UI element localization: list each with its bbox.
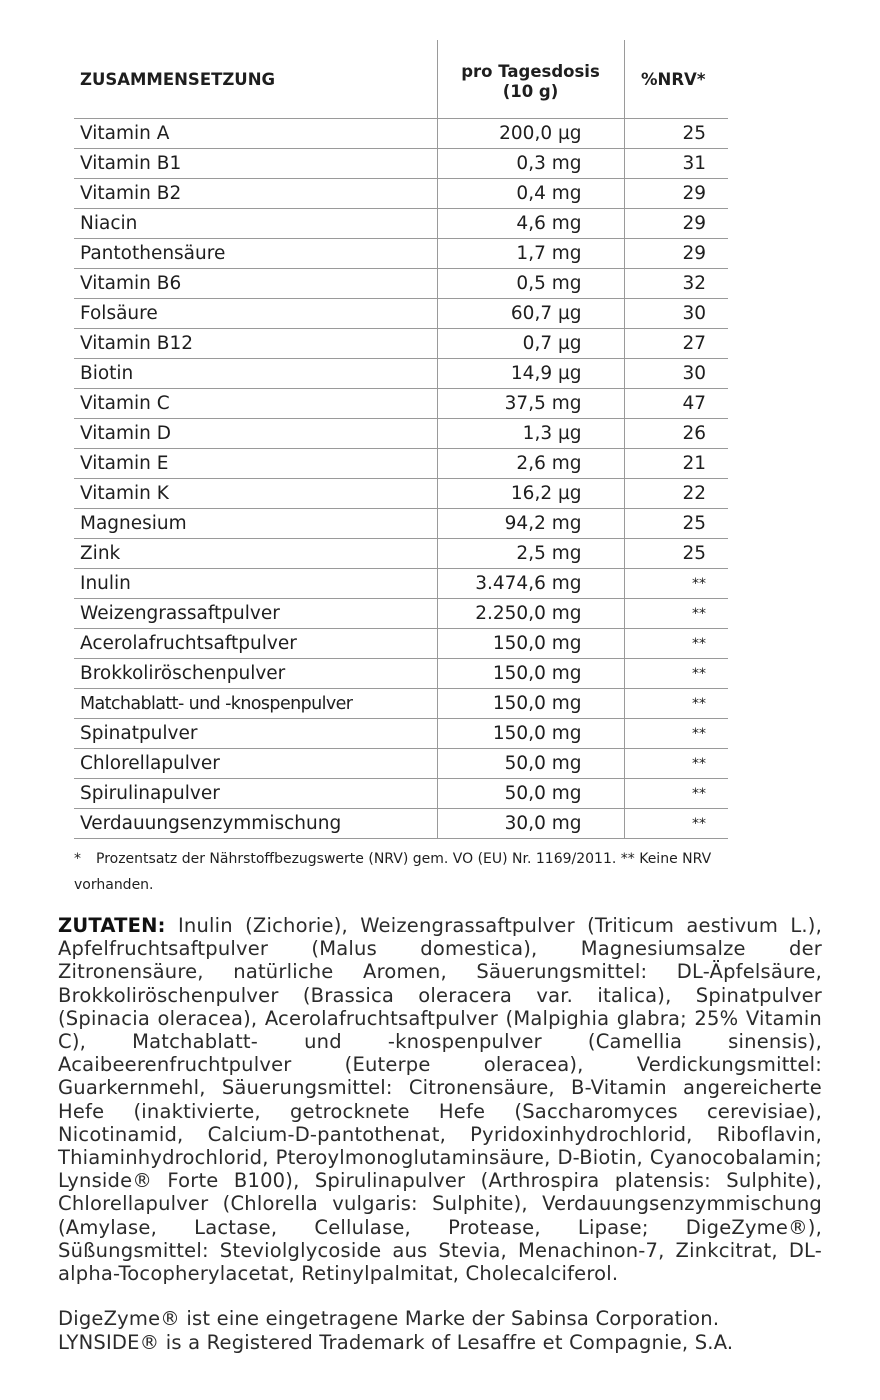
header-per-dose — [437, 40, 624, 119]
ingredients-text: Inulin (Zichorie), Weizengrassaftpulver (Triticum aestivum L.), Apfelfruchtsaftpulver (Malus domestica), Magnesiumsalze der Zitronensäure, natürliche Aromen, Säuerungsmittel: DL-Äpfelsäure, Brokkoliröschenpulver (Brassica oleracera var. italica), Spinatpulver (Spinacia oleracea), Acerolafruchtsaftpulver (Malpighia glabra; 25% Vitamin C), Matchablatt- und -knospenpulver (Camellia sinensis), Acaibeerenfruchtpulver (Euterpe oleracea), Verdickungsmittel: Guarkernmehl, Säuerungsmittel: Citronensäure, B-Vitamin angereicherte Hefe (inaktivierte, getrocknete Hefe (Saccharomyces cerevisiae), Nicotinamid, Calcium-D-pantothenat, Pyridoxinhydrochlorid, Riboflavin, Thiaminhydrochlorid, Pteroylmonoglutaminsäure, D-Biotin, Cyanocobalamin; Lynside® Forte B100), Spirulinapulver (Arthrospira platensis: Sulphite), Chlorellapulver (Chlorella vulgaris: Sulphite), Verdauungsenzymmischung (Amylase, Lactase, Cellulase, Protease, Lipase; DigeZyme®), Süßungsmittel: Steviolglycoside aus Stevia, Menachinon-7, Zinkcitrat, DL-alpha-Tocopherylacetat, Retinylpalmitat, Cholecalciferol. — [58, 914, 822, 1286]
nutrient-amount: 16,2 µg — [437, 479, 624, 509]
table-row — [74, 179, 728, 209]
nutrient-name: Vitamin K — [74, 479, 437, 509]
table-header-row — [74, 40, 728, 119]
nutrient-name: Vitamin A — [74, 119, 437, 149]
table-row — [74, 689, 728, 719]
table-row — [74, 629, 728, 659]
trademark-notes — [58, 1307, 822, 1355]
table-row — [74, 119, 728, 149]
footnote-mark: * — [74, 851, 81, 867]
header-nrv: %NRV* — [624, 40, 728, 119]
nutrient-nrv: 29 — [624, 209, 728, 239]
nutrient-amount: 60,7 µg — [437, 299, 624, 329]
nutrient-nrv: 29 — [624, 239, 728, 269]
nutrient-amount: 150,0 mg — [437, 719, 624, 749]
nutrient-nrv: 26 — [624, 419, 728, 449]
nutrient-amount: 150,0 mg — [437, 629, 624, 659]
nutrient-amount: 37,5 mg — [437, 389, 624, 419]
nutrient-amount: 2.250,0 mg — [437, 599, 624, 629]
nutrient-name: Vitamin E — [74, 449, 437, 479]
table-row — [74, 479, 728, 509]
nutrient-name: Chlorellapulver — [74, 749, 437, 779]
table-row — [74, 749, 728, 779]
nutrient-name: Folsäure — [74, 299, 437, 329]
nutrient-name: Matchablatt- und -knospenpulver — [74, 689, 437, 719]
nutrient-name: Biotin — [74, 359, 437, 389]
nutrient-name: Niacin — [74, 209, 437, 239]
nutrient-amount: 0,7 µg — [437, 329, 624, 359]
nutrient-nrv: ** — [624, 749, 728, 779]
nutrient-amount: 50,0 mg — [437, 749, 624, 779]
nutrient-name: Vitamin B2 — [74, 179, 437, 209]
nutrient-name: Pantothensäure — [74, 239, 437, 269]
nutrient-amount: 1,7 mg — [437, 239, 624, 269]
nutrient-amount: 2,5 mg — [437, 539, 624, 569]
table-row — [74, 509, 728, 539]
table-row — [74, 539, 728, 569]
header-composition: ZUSAMMENSETZUNG — [74, 40, 437, 119]
header-per-dose-line2: (10 g) — [502, 82, 559, 101]
nutrient-name: Vitamin C — [74, 389, 437, 419]
ingredients-paragraph — [58, 914, 822, 1285]
nutrient-nrv: 27 — [624, 329, 728, 359]
nutrient-amount: 94,2 mg — [437, 509, 624, 539]
table-row — [74, 329, 728, 359]
footnote — [74, 846, 794, 898]
nutrient-name: Inulin — [74, 569, 437, 599]
table-row — [74, 419, 728, 449]
nutrient-name: Weizengrassaftpulver — [74, 599, 437, 629]
nutrient-amount: 14,9 µg — [437, 359, 624, 389]
nutrient-nrv: ** — [624, 629, 728, 659]
table-row — [74, 449, 728, 479]
nutrient-nrv: 31 — [624, 149, 728, 179]
nutrient-nrv: ** — [624, 809, 728, 839]
table-row — [74, 719, 728, 749]
nutrient-amount: 2,6 mg — [437, 449, 624, 479]
nutrient-nrv: 21 — [624, 449, 728, 479]
table-row — [74, 299, 728, 329]
table-row — [74, 239, 728, 269]
nutrient-nrv: ** — [624, 659, 728, 689]
nutrient-amount: 3.474,6 mg — [437, 569, 624, 599]
nutrient-name: Vitamin D — [74, 419, 437, 449]
nutrient-amount: 30,0 mg — [437, 809, 624, 839]
nutrient-amount: 0,4 mg — [437, 179, 624, 209]
table-row — [74, 809, 728, 839]
table-row — [74, 659, 728, 689]
nutrient-amount: 0,5 mg — [437, 269, 624, 299]
nutrition-table-section — [74, 40, 728, 839]
nutrient-nrv: ** — [624, 779, 728, 809]
nutrient-amount: 1,3 µg — [437, 419, 624, 449]
trademark-lynside: LYNSIDE® is a Registered Trademark of Lesaffre et Compagnie, S.A. — [58, 1331, 734, 1354]
nutrient-name: Vitamin B1 — [74, 149, 437, 179]
nutrient-amount: 0,3 mg — [437, 149, 624, 179]
nutrient-amount: 200,0 µg — [437, 119, 624, 149]
nutrient-name: Spinatpulver — [74, 719, 437, 749]
nutrient-nrv: ** — [624, 719, 728, 749]
table-row — [74, 599, 728, 629]
nutrition-table — [74, 40, 728, 839]
table-row — [74, 209, 728, 239]
table-row — [74, 149, 728, 179]
nutrient-name: Acerolafruchtsaftpulver — [74, 629, 437, 659]
nutrient-nrv: ** — [624, 599, 728, 629]
nutrient-nrv: 30 — [624, 299, 728, 329]
nutrient-name: Vitamin B12 — [74, 329, 437, 359]
table-row — [74, 779, 728, 809]
nutrient-amount: 50,0 mg — [437, 779, 624, 809]
nutrient-name: Spirulinapulver — [74, 779, 437, 809]
header-per-dose-line1: pro Tagesdosis — [461, 62, 600, 81]
nutrient-name: Magnesium — [74, 509, 437, 539]
nutrient-nrv: 25 — [624, 539, 728, 569]
nutrient-nrv: 25 — [624, 509, 728, 539]
table-row — [74, 359, 728, 389]
nutrient-nrv: 22 — [624, 479, 728, 509]
nutrient-name: Zink — [74, 539, 437, 569]
table-row — [74, 569, 728, 599]
nutrient-nrv: 47 — [624, 389, 728, 419]
nutrient-nrv: 25 — [624, 119, 728, 149]
table-row — [74, 389, 728, 419]
nutrient-name: Brokkoliröschenpulver — [74, 659, 437, 689]
table-row — [74, 269, 728, 299]
nutrient-amount: 4,6 mg — [437, 209, 624, 239]
ingredients-label: ZUTATEN: — [58, 914, 166, 937]
nutrient-nrv: 32 — [624, 269, 728, 299]
nutrient-nrv: ** — [624, 569, 728, 599]
nutrient-name: Verdauungsenzymmischung — [74, 809, 437, 839]
nutrient-name: Vitamin B6 — [74, 269, 437, 299]
trademark-digezyme: DigeZyme® ist eine eingetragene Marke der Sabinsa Corporation. — [58, 1307, 720, 1330]
nutrient-nrv: 30 — [624, 359, 728, 389]
footnote-text: Prozentsatz der Nährstoffbezugswerte (NRV) gem. VO (EU) Nr. 1169/2011. ** Keine NRV vorhanden. — [74, 851, 712, 893]
nutrient-nrv: ** — [624, 689, 728, 719]
nutrient-amount: 150,0 mg — [437, 659, 624, 689]
nutrient-nrv: 29 — [624, 179, 728, 209]
nutrient-amount: 150,0 mg — [437, 689, 624, 719]
table-body — [74, 119, 728, 839]
